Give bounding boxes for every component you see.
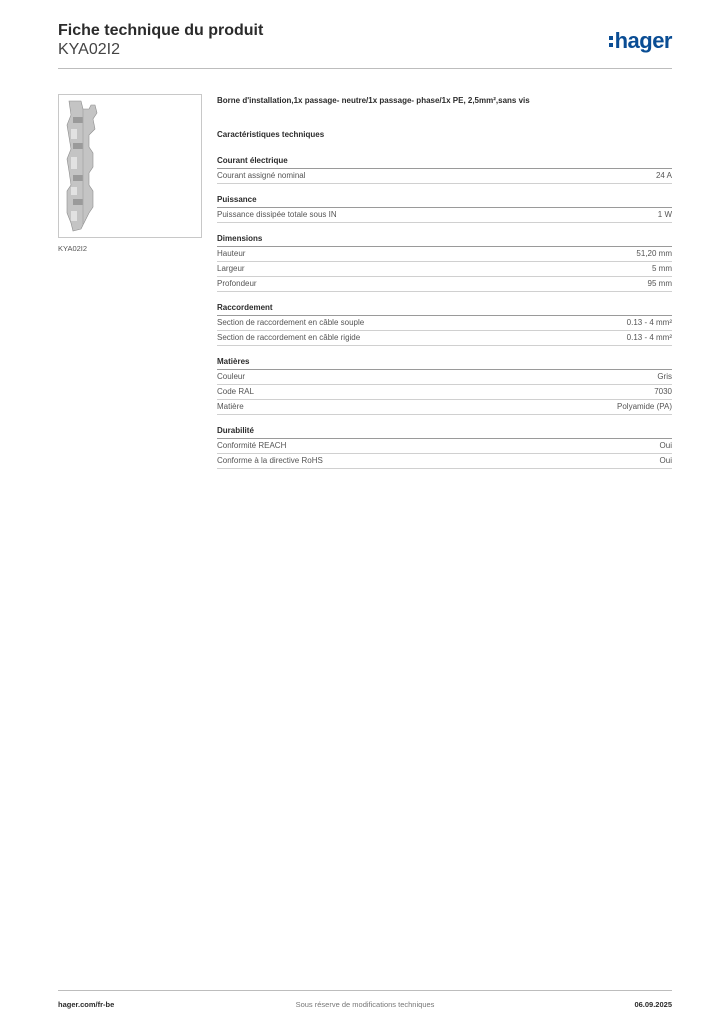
product-image [58,94,202,238]
spec-value: 1 W [657,210,672,219]
spec-row [217,439,672,454]
spec-row [217,316,672,331]
spec-label: Puissance dissipée totale sous IN [217,210,337,219]
terminal-block-image [59,95,201,237]
spec-value: 5 mm [652,264,672,273]
product-description: Borne d'installation,1x passage- neutre/1x passage- phase/1x PE, 2,5mm²,sans vis [217,96,530,105]
section-title: Dimensions [217,232,672,247]
spec-label: Conforme à la directive RoHS [217,456,323,465]
section-title: Puissance [217,193,672,208]
spec-row [217,385,672,400]
spec-label: Code RAL [217,387,254,396]
spec-value: Gris [657,372,672,381]
spec-row [217,169,672,184]
spec-value: 7030 [654,387,672,396]
spec-value: 51,20 mm [636,249,672,258]
spec-row [217,331,672,346]
product-details [217,96,672,478]
spec-row [217,247,672,262]
spec-row [217,454,672,469]
spec-label: Profondeur [217,279,257,288]
spec-row [217,277,672,292]
page-header [58,22,672,69]
spec-value: 95 mm [647,279,672,288]
page-footer [58,990,672,1013]
section-title: Raccordement [217,301,672,316]
spec-value: Oui [659,456,672,465]
spec-value: Polyamide (PA) [617,402,672,411]
section-title: Durabilité [217,424,672,439]
section-connection [217,301,672,346]
spec-value: 0.13 - 4 mm² [626,318,672,327]
spec-label: Section de raccordement en câble rigide [217,333,361,342]
section-current [217,154,672,184]
spec-label: Courant assigné nominal [217,171,306,180]
image-caption: KYA02I2 [58,244,88,253]
spec-label: Couleur [217,372,246,381]
footer-date: 06.09.2025 [634,1000,672,1009]
spec-label: Largeur [217,264,245,273]
spec-label: Hauteur [217,249,246,258]
spec-value: Oui [659,441,672,450]
spec-label: Conformité REACH [217,441,287,450]
spec-row [217,400,672,415]
section-power [217,193,672,223]
page-title: Fiche technique du produit [58,22,264,39]
logo-wordmark: hager [614,28,672,53]
spec-row [217,262,672,277]
section-dimensions [217,232,672,292]
spec-label: Section de raccordement en câble souple [217,318,365,327]
spec-value: 24 A [655,171,672,180]
logo-dots-icon [609,34,613,48]
product-reference: KYA02I2 [58,41,120,58]
technical-characteristics-heading: Caractéristiques techniques [217,130,325,139]
spec-row [217,370,672,385]
hager-logo [609,28,672,54]
spec-label: Matière [217,402,244,411]
spec-row [217,208,672,223]
website-link[interactable]: hager.com/fr-be [58,1000,115,1009]
spec-value: 0.13 - 4 mm² [626,333,672,342]
section-title: Courant électrique [217,154,672,169]
section-durability [217,424,672,469]
section-materials [217,355,672,415]
footer-notice: Sous réserve de modifications techniques [295,1000,435,1009]
section-title: Matières [217,355,672,370]
